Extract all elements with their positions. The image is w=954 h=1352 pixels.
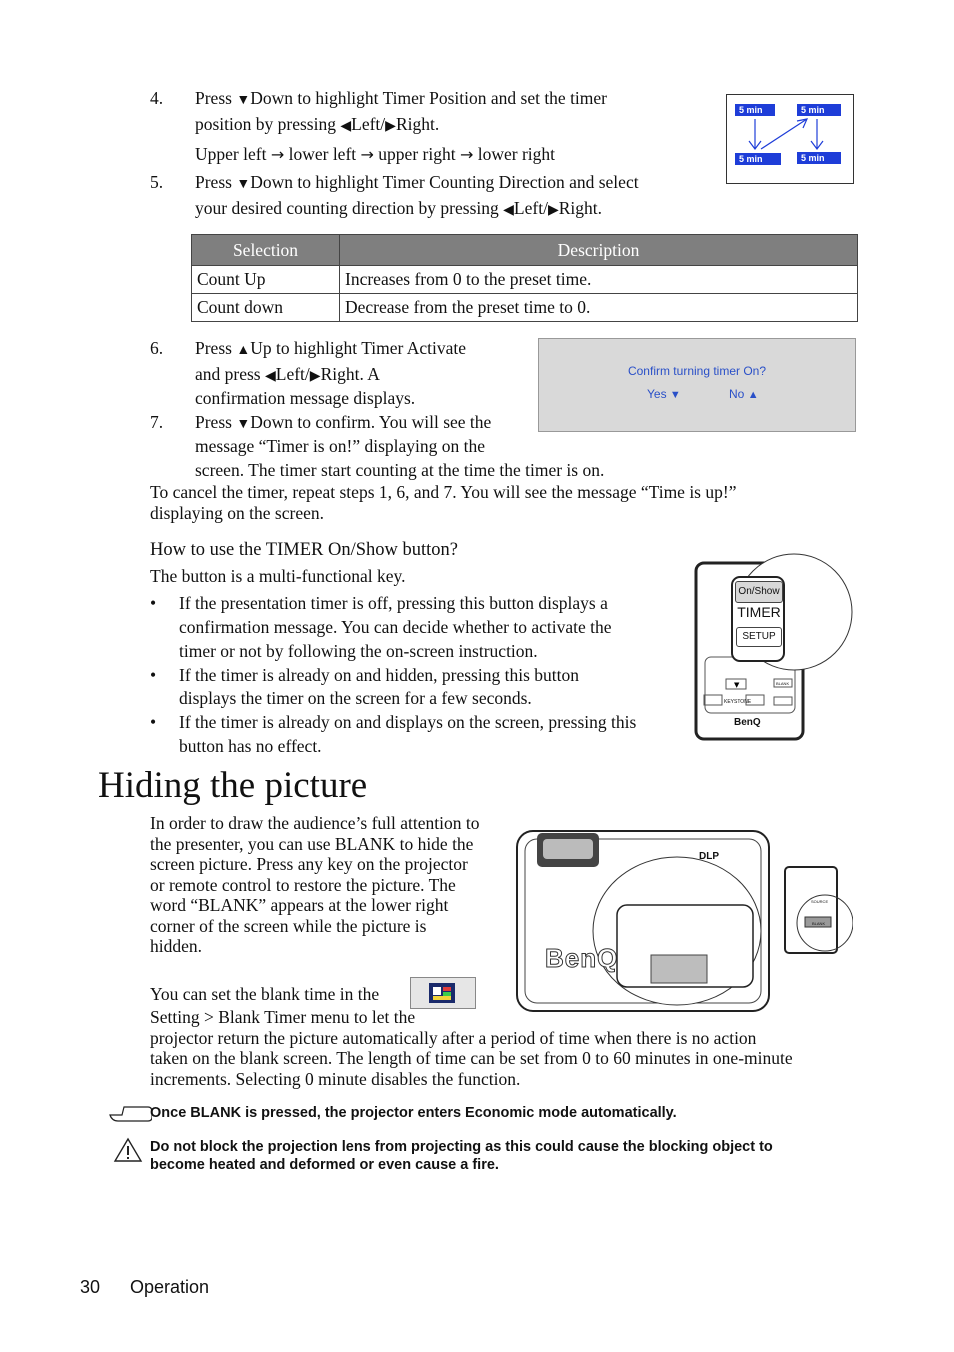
bullet-dot: • — [150, 712, 157, 732]
seq-item: upper right — [378, 144, 456, 164]
down-arrow-icon: ▼ — [236, 93, 251, 108]
step-6-line-1 — [195, 336, 466, 363]
right-arrow-icon: → — [270, 145, 285, 164]
period: . — [434, 114, 440, 134]
step-text: and press — [195, 364, 261, 384]
down-key: Down — [250, 88, 293, 108]
step-4-line-1 — [195, 86, 607, 113]
seq-item: lower left — [288, 144, 357, 164]
step-text: position by pressing — [195, 114, 336, 134]
step-5-line-2 — [195, 196, 602, 223]
section-heading: How to use the TIMER On/Show button? — [150, 540, 458, 560]
table-row — [192, 294, 858, 322]
bullet-text: button has no effect. — [179, 736, 322, 756]
step-text: . A — [359, 364, 380, 384]
setup-button[interactable] — [736, 627, 782, 647]
right-arrow-icon: → — [459, 145, 474, 164]
bullet-text: If the timer is already on and hidden, pressing this button — [179, 665, 579, 685]
left-key: Left/ — [513, 198, 548, 218]
page-title: Hiding the picture — [98, 765, 368, 806]
blank-timer-line-2 — [150, 1007, 415, 1028]
step-6-line-2 — [195, 362, 380, 389]
blank-timer-line: taken on the blank screen. The length of time can be set from 0 to 60 minutes in one-minute — [150, 1048, 793, 1068]
warning-icon — [113, 1137, 143, 1168]
dlp-logo: DLP — [699, 851, 719, 862]
bullet-text: timer or not by following the on-screen instruction. — [179, 641, 538, 661]
footer-section: Operation — [130, 1277, 210, 1297]
hiding-para-line: corner of the screen while the picture is — [150, 916, 427, 936]
para-text: the presenter, you can use — [150, 834, 331, 854]
press-label: Press — [195, 412, 232, 432]
down-arrow-icon: ▼ — [669, 389, 681, 401]
step-7-line-1 — [195, 410, 491, 437]
press-label: Press — [195, 338, 232, 358]
right-arrow-icon: → — [360, 145, 374, 164]
right-arrow-icon: ▶ — [547, 203, 559, 218]
down-key: Down — [250, 412, 293, 432]
down-key: Down — [250, 172, 293, 192]
blank-timer-line: increments. Selecting 0 minute disables the function. — [150, 1069, 521, 1089]
press-label: Press — [195, 88, 232, 108]
hiding-para-line: or remote control to restore the picture. The — [150, 875, 456, 895]
setting-menu-icon — [410, 977, 476, 1009]
bullet-text: displays the timer on the screen for a few seconds. — [179, 688, 532, 708]
para-text: menu to let the — [310, 1007, 416, 1027]
yes-label: Yes — [647, 387, 667, 401]
warning-triangle-icon — [113, 1137, 143, 1163]
timer-label: TIMER — [737, 604, 781, 620]
remote-brand-logo: BenQ — [734, 717, 761, 728]
counting-direction-table — [191, 234, 858, 322]
bullet-dot: • — [150, 665, 157, 685]
keystone-label: KEYSTONE — [724, 699, 752, 705]
left-arrow-icon: ◀ — [264, 369, 276, 384]
column-header: Description — [340, 235, 858, 266]
down-arrow-icon: ▼ — [236, 177, 251, 192]
hand-note-icon — [108, 1103, 152, 1125]
bullet-dot: • — [150, 593, 157, 613]
step-text: to highlight Timer Activate — [275, 338, 467, 358]
seq-item: Upper left — [195, 144, 267, 164]
right-key: Right — [395, 114, 435, 134]
up-key: Up — [250, 338, 272, 358]
on-show-label: On/Show — [738, 586, 780, 597]
setup-label: SETUP — [742, 631, 776, 642]
table-cell: Increases from 0 to the preset time. — [340, 266, 858, 294]
projector-body — [515, 825, 853, 1015]
settings-icon — [411, 978, 475, 1008]
blank-timer-line: projector return the picture automatically after a period of time when there is no action — [150, 1028, 757, 1048]
step-text: your desired counting direction by pressing — [195, 198, 499, 218]
hiding-para-line — [150, 895, 448, 916]
step-4-sequence — [195, 142, 555, 167]
on-show-button[interactable] — [735, 581, 783, 603]
hiding-para-line: screen picture. Press any key on the projector — [150, 854, 468, 874]
up-arrow-icon: ▲ — [747, 389, 759, 401]
table-row — [192, 266, 858, 294]
step-text: to highlight Timer Position and set the timer — [297, 88, 608, 108]
page-number: 30 — [80, 1277, 101, 1297]
blank-key-label: BLANK — [812, 921, 826, 926]
confirm-dialog — [538, 338, 856, 432]
table-cell: Count Up — [192, 266, 340, 294]
step-number: 7. — [150, 412, 164, 432]
position-tag-top-left: 5 min — [735, 104, 775, 116]
hiding-para-line: hidden. — [150, 936, 203, 956]
menu-path: Setting > Blank Timer — [150, 1007, 307, 1027]
step-4-line-2 — [195, 112, 439, 139]
press-label: Press — [195, 172, 232, 192]
projector-brand-logo: BenQ — [545, 943, 619, 973]
table-cell: Count down — [192, 294, 340, 322]
para-text: ” appears at the lower right — [258, 895, 449, 915]
para-text: word “ — [150, 895, 199, 915]
para-text: to hide the — [399, 834, 474, 854]
intro-text: The button is a multi-functional key. — [150, 566, 406, 586]
cancel-text: To cancel the timer, repeat steps 1, 6, and 7. You will see the message “Time is up!” — [150, 482, 737, 502]
left-arrow-icon: ◀ — [503, 203, 514, 218]
down-arrow-icon: ▼ — [236, 417, 251, 432]
blank-keyword: BLANK — [198, 895, 259, 915]
position-tag-bottom-left: 5 min — [735, 153, 781, 165]
confirm-no-option[interactable] — [729, 387, 759, 401]
column-header: Selection — [192, 235, 340, 266]
position-tag-bottom-right: 5 min — [797, 152, 841, 164]
step-7-line-2: message “Timer is on!” displaying on the — [195, 436, 486, 456]
step-number: 6. — [150, 338, 164, 358]
right-key: Right — [558, 198, 598, 218]
right-arrow-icon: ▶ — [309, 369, 321, 384]
right-key: Right — [320, 364, 360, 384]
step-number: 4. — [150, 88, 164, 108]
bullet-text: If the presentation timer is off, pressing this button displays a — [179, 593, 608, 613]
step-5-line-1 — [195, 170, 639, 197]
table-header-row — [192, 235, 858, 266]
left-key: Left/ — [351, 114, 386, 134]
note-text: Once BLANK is pressed, the projector enters Economic mode automatically. — [150, 1105, 677, 1121]
source-key-label: SOURCE — [811, 899, 829, 904]
note-icon — [108, 1103, 152, 1130]
step-6-line-3: confirmation message displays. — [195, 388, 416, 408]
warning-text: become heated and deformed or even cause a fire. — [150, 1157, 499, 1173]
confirm-yes-option[interactable] — [647, 387, 681, 401]
position-tag-top-right: 5 min — [797, 104, 841, 116]
left-key: Left/ — [275, 364, 310, 384]
warning-text: Do not block the projection lens from projecting as this could cause the blocking object to — [150, 1139, 773, 1155]
up-arrow-icon: ▲ — [236, 343, 251, 358]
step-number: 5. — [150, 172, 164, 192]
svg-text:▼: ▼ — [734, 681, 740, 689]
remote-control-illustration — [694, 547, 856, 741]
confirm-question: Confirm turning timer On? — [627, 364, 767, 378]
hiding-para-line — [150, 834, 473, 855]
right-arrow-icon: ▶ — [385, 119, 396, 134]
position-arrows — [727, 95, 853, 183]
hiding-para-line: In order to draw the audience’s full attention to — [150, 813, 480, 833]
step-text: to highlight Timer Counting Direction and select — [297, 172, 639, 192]
step-7-line-3: screen. The timer start counting at the time the timer is on. — [195, 460, 605, 480]
step-text: to confirm. You will see the — [297, 412, 492, 432]
seq-item: lower right — [477, 144, 556, 164]
table-cell: Decrease from the preset time to 0. — [340, 294, 858, 322]
bullet-text: confirmation message. You can decide whether to activate the — [179, 617, 612, 637]
blank-timer-text: You can set the blank time in the — [150, 984, 380, 1004]
bullet-text: If the timer is already on and displays on the screen, pressing this — [179, 712, 637, 732]
blank-keyword: BLANK — [334, 834, 396, 854]
period: . — [597, 198, 602, 218]
timer-position-diagram — [726, 94, 854, 184]
no-label: No — [729, 387, 745, 401]
cancel-text: displaying on the screen. — [150, 503, 324, 523]
left-arrow-icon: ◀ — [340, 119, 352, 134]
projector-illustration — [515, 825, 853, 1015]
blank-key-label: BLANK — [776, 681, 790, 686]
